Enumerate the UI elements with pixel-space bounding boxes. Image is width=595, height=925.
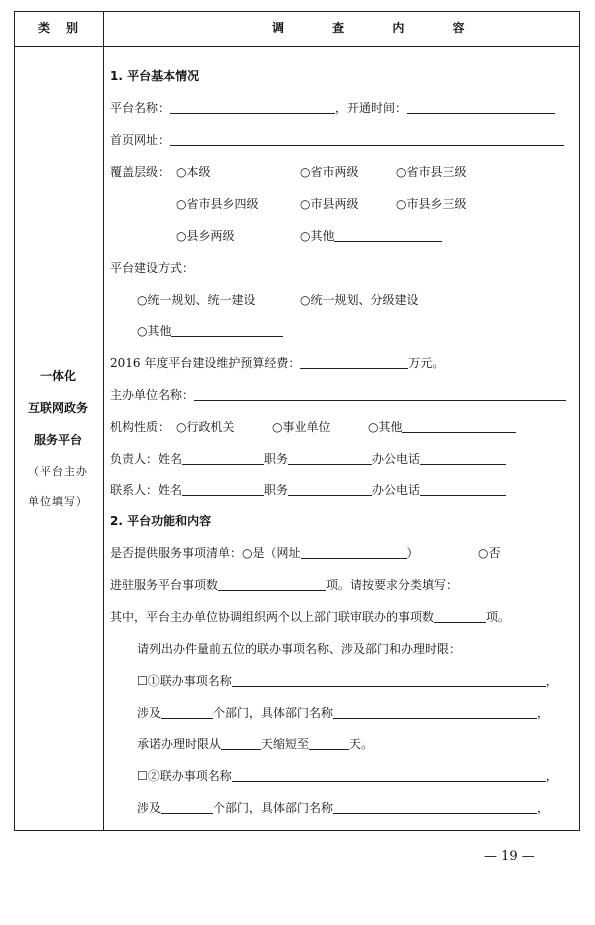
item-2-comma: ， — [545, 769, 558, 783]
item-2-name-row — [137, 768, 558, 784]
joint-items-field[interactable] — [434, 610, 486, 623]
coverage-option-1[interactable]: ○本级 — [176, 165, 211, 179]
contact-post-field[interactable] — [288, 483, 372, 496]
column-divider — [103, 12, 104, 830]
category-note-2: 单位填写） — [28, 495, 88, 508]
person-post-label: 职务 — [264, 452, 289, 466]
page-number: — 19 — — [484, 849, 535, 864]
service-list-row — [110, 545, 419, 561]
section-1-title: 1. 平台基本情况 — [110, 69, 200, 83]
item-1-days-label: 天。 — [349, 737, 374, 751]
org-other-field[interactable] — [402, 420, 516, 433]
contact-phone-field[interactable] — [420, 483, 506, 496]
settled-items-tail: 项。请按要求分类填写： — [326, 578, 459, 592]
build-option-1[interactable]: ○统一规划、统一建设 — [137, 293, 256, 307]
contact-post-label: 职务 — [264, 483, 289, 497]
person-in-charge-label: 负责人：姓名 — [110, 452, 183, 466]
build-option-2[interactable]: ○统一规划、分级建设 — [300, 293, 419, 307]
build-option-3[interactable]: ○其他 — [137, 324, 172, 338]
settled-items-field[interactable] — [218, 578, 326, 591]
build-other-field[interactable] — [171, 324, 283, 337]
contact-row — [110, 482, 506, 498]
item-1-dept-names-field[interactable] — [333, 706, 537, 719]
item-1-dept-row — [137, 705, 549, 721]
host-unit-label: 主办单位名称： — [110, 388, 195, 402]
item-1-comma: ， — [545, 674, 558, 688]
service-list-yes[interactable]: ○是（网址 — [242, 546, 301, 560]
item-1-involves-label: 涉及 — [137, 706, 162, 720]
category-line-3: 服务平台 — [33, 433, 82, 447]
service-list-question: 是否提供服务事项清单： — [110, 546, 243, 560]
budget-row — [110, 355, 444, 371]
budget-field[interactable] — [300, 356, 408, 369]
item-2-involves-label: 涉及 — [137, 801, 162, 815]
host-unit-row — [110, 387, 566, 403]
contact-label: 联系人：姓名 — [110, 483, 183, 497]
item-1-time-row — [137, 736, 373, 752]
coverage-option-3[interactable]: ○省市县三级 — [396, 165, 467, 179]
homepage-row — [110, 132, 564, 148]
homepage-field[interactable] — [170, 133, 564, 146]
joint-items-label: 其中，平台主办单位协调组织两个以上部门联审联办的事项数 — [110, 610, 435, 624]
item-1-shorten-label: 天缩短至 — [261, 737, 310, 751]
coverage-option-8[interactable]: ○其他 — [300, 229, 335, 243]
settled-items-label: 进驻服务平台事项数 — [110, 578, 219, 592]
item-1-name-row — [137, 673, 558, 689]
person-phone-field[interactable] — [420, 452, 506, 465]
org-option-2[interactable]: ○事业单位 — [272, 420, 331, 434]
item-1-promise-label: 承诺办理时限从 — [137, 737, 222, 751]
item-1-depts-label: 个部门，具体部门名称 — [213, 706, 334, 720]
coverage-option-7[interactable]: ○县乡两级 — [176, 229, 235, 243]
item-1-to-days-field[interactable] — [309, 737, 349, 750]
platform-name-label: 平台名称： — [110, 101, 171, 115]
org-other-row — [368, 419, 516, 435]
category-line-2: 互联网政务 — [27, 401, 88, 415]
coverage-option-6[interactable]: ○市县乡三级 — [396, 197, 467, 211]
coverage-other-field[interactable] — [334, 229, 442, 242]
launch-time-label: ，开通时间： — [335, 101, 408, 115]
item-2-depts-label: 个部门，具体部门名称 — [213, 801, 334, 815]
homepage-label: 首页网址： — [110, 133, 171, 147]
build-other-row — [137, 323, 283, 339]
header-divider — [15, 46, 579, 47]
header-content: 调 查 内 容 — [272, 21, 487, 35]
org-option-1[interactable]: ○行政机关 — [176, 420, 235, 434]
item-1-checkbox-label[interactable]: ☐①联办事项名称 — [137, 674, 232, 688]
budget-unit: 万元。 — [408, 356, 445, 370]
top-five-instruction: 请列出办件量前五位的联办事项名称、涉及部门和办理时限： — [137, 642, 462, 656]
org-option-3[interactable]: ○其他 — [368, 420, 403, 434]
org-label: 机构性质： — [110, 420, 171, 434]
service-list-url-field[interactable] — [301, 546, 407, 559]
service-list-no[interactable]: ○否 — [478, 546, 501, 560]
item-2-dept-count-field[interactable] — [161, 801, 213, 814]
person-phone-label: 办公电话 — [372, 452, 421, 466]
service-list-rparen: ） — [406, 546, 419, 560]
item-2-name-field[interactable] — [232, 769, 546, 782]
coverage-label: 覆盖层级： — [110, 165, 171, 179]
platform-name-field[interactable] — [170, 101, 335, 114]
item-1-dept-count-field[interactable] — [161, 706, 213, 719]
item-1-dept-comma: ， — [537, 706, 550, 720]
coverage-option-2[interactable]: ○省市两级 — [300, 165, 359, 179]
item-2-dept-row — [137, 800, 549, 816]
person-in-charge-row — [110, 451, 506, 467]
item-1-name-field[interactable] — [232, 674, 546, 687]
platform-name-row — [110, 100, 555, 116]
launch-time-field[interactable] — [407, 101, 555, 114]
coverage-option-5[interactable]: ○市县两级 — [300, 197, 359, 211]
item-2-dept-names-field[interactable] — [333, 801, 537, 814]
host-unit-field[interactable] — [194, 388, 566, 401]
coverage-other-row — [300, 228, 442, 244]
budget-label: 2016 年度平台建设维护预算经费： — [110, 356, 301, 370]
coverage-option-4[interactable]: ○省市县乡四级 — [176, 197, 259, 211]
header-category: 类 别 — [38, 21, 81, 35]
person-in-charge-name-field[interactable] — [182, 452, 264, 465]
contact-phone-label: 办公电话 — [372, 483, 421, 497]
person-post-field[interactable] — [288, 452, 372, 465]
joint-items-unit: 项。 — [486, 610, 511, 624]
item-1-from-days-field[interactable] — [221, 737, 261, 750]
section-2-title: 2. 平台功能和内容 — [110, 514, 212, 528]
contact-name-field[interactable] — [182, 483, 264, 496]
item-2-dept-comma: ， — [537, 801, 550, 815]
category-note-1: （平台主办 — [28, 465, 88, 478]
joint-items-row — [110, 609, 510, 625]
item-2-checkbox-label[interactable]: ☐②联办事项名称 — [137, 769, 232, 783]
category-line-1: 一体化 — [39, 369, 76, 383]
settled-items-row — [110, 577, 458, 593]
build-mode-label: 平台建设方式： — [110, 261, 195, 275]
